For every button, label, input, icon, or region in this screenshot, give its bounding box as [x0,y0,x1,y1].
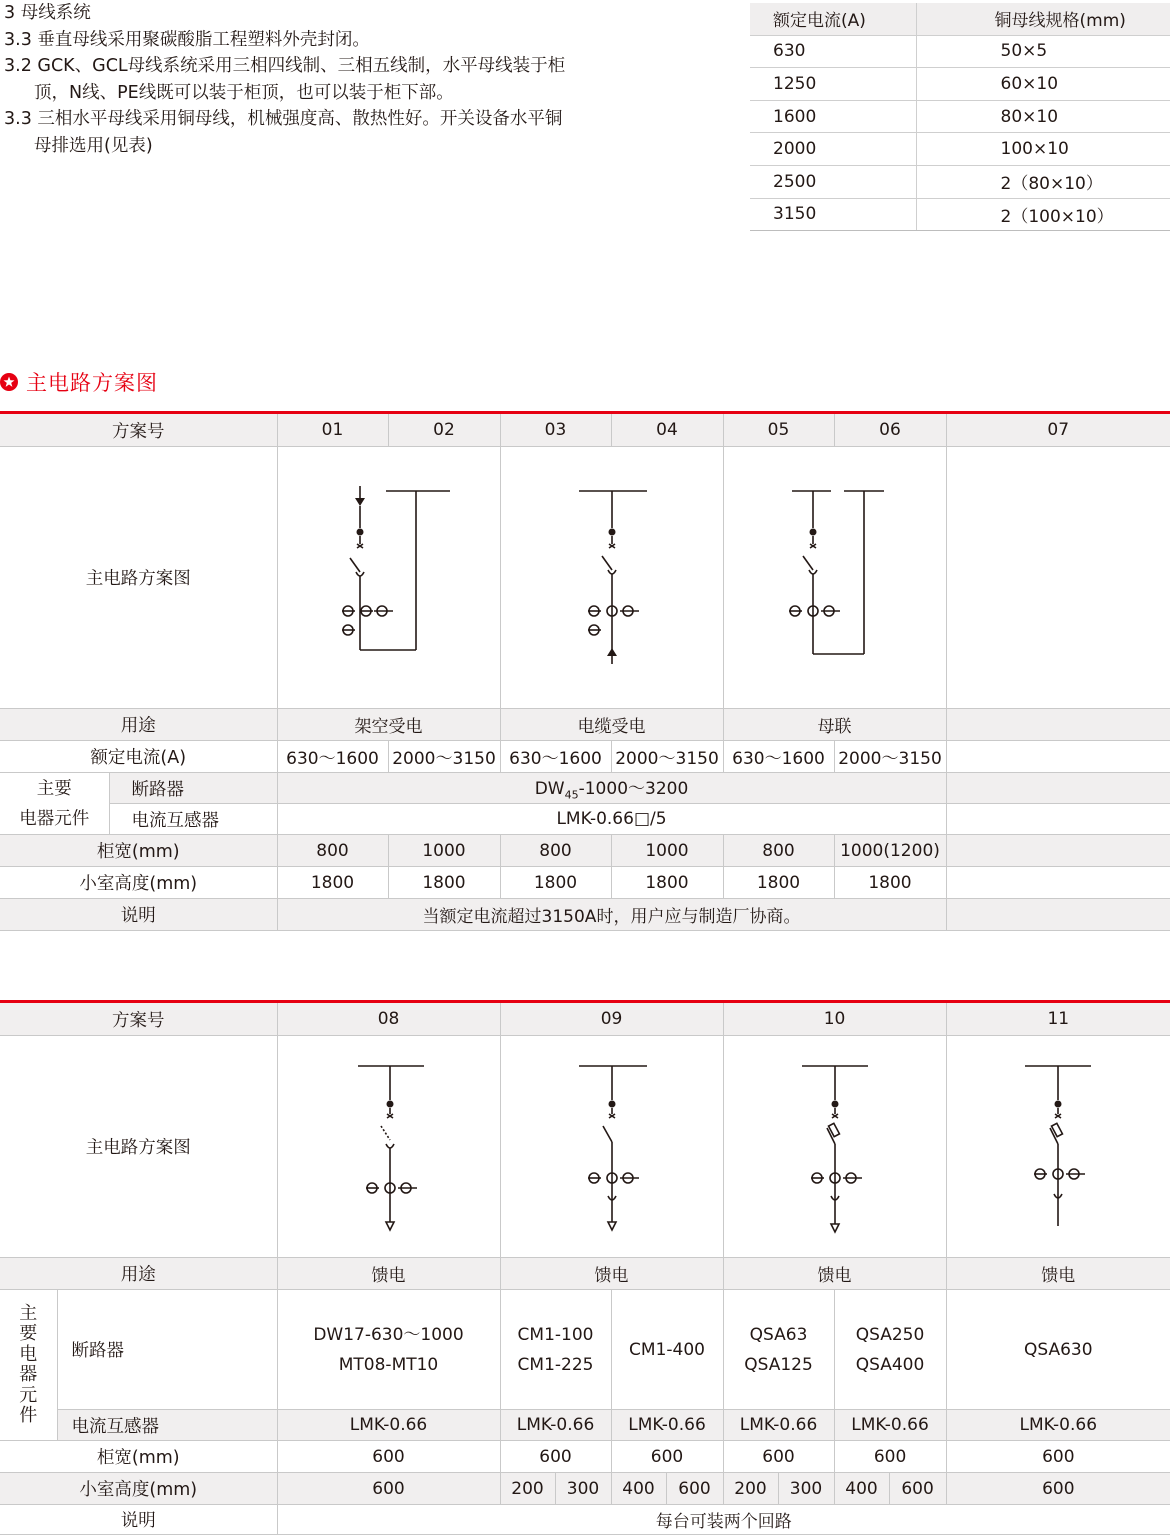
usage-row [0,1258,1170,1290]
intro-line: 3.3 垂直母线采用聚碳酸脂工程塑料外壳封闭。 [4,29,370,50]
ct-cell: LMK-0.66 [277,1410,500,1441]
circuit-diagram-icon [724,458,947,698]
height-cell: 600 [889,1473,946,1505]
ct-label: 电流互感器 [109,804,277,835]
header-cell: 额定电流(A) [750,3,916,35]
breaker-label: 断路器 [57,1290,277,1410]
intro-line: 3.3 三相水平母线采用铜母线，机械强度高、散热性好。开关设备水平铜 [4,109,563,129]
circuit-diagram-icon [501,458,724,698]
ct-cell: LMK-0.66 [611,1410,723,1441]
current-cell: 630 [750,35,916,68]
current-cell: 3150 [750,198,916,231]
table-row [750,68,1170,101]
table-row [750,100,1170,133]
height-cell: 400 [611,1473,666,1505]
height-label: 小室高度(mm) [0,867,277,899]
current-cell: 1250 [750,68,916,101]
scheme-number: 09 [500,1002,723,1036]
circuit-diagram-05-06 [723,447,946,709]
scheme-number: 04 [611,413,723,447]
ct-cell [946,804,1170,835]
scheme-number: 11 [946,1002,1170,1036]
main-label-line: 电器元件 [19,808,90,829]
breaker-cell [500,1290,611,1410]
circuit-diagram-icon [501,1042,724,1252]
current-cell: 2000～3150 [611,741,723,773]
width-label: 柜宽(mm) [0,835,277,867]
usage-label: 用途 [0,709,277,741]
busbar-spec-table [750,3,1170,231]
table-row [750,165,1170,198]
breaker-model: QSA400 [855,1354,925,1375]
ct-row [0,1410,1170,1441]
width-cell: 800 [723,835,834,867]
scheme-number: 08 [277,1002,500,1036]
current-cell: 630～1600 [500,741,611,773]
intro-line: 母排选用(见表) [34,135,153,156]
main-vertical-text: 主要电器元件 [19,1302,38,1426]
usage-cell: 馈电 [946,1258,1170,1290]
breaker-row [0,773,1170,804]
usage-cell: 母联 [723,709,946,741]
table-row [750,35,1170,68]
scheme-number: 07 [946,413,1170,447]
breaker-sub: 45 [564,788,579,802]
current-cell: 1600 [750,100,916,133]
scheme-number: 10 [723,1002,946,1036]
breaker-cell [611,1290,723,1410]
note-cell: 当额定电流超过3150A时，用户应与制造厂协商。 [277,899,946,931]
diagram-row [0,1036,1170,1258]
breaker-cell [723,1290,834,1410]
width-cell: 600 [611,1441,723,1473]
current-cell [946,741,1170,773]
circuit-diagram-08 [277,1036,500,1258]
diagram-row [0,447,1170,709]
intro-line: 3 母线系统 [4,3,91,23]
width-cell: 600 [834,1441,946,1473]
ct-label: 电流互感器 [57,1410,277,1441]
usage-cell: 馈电 [723,1258,946,1290]
breaker-model: QSA630 [1024,1339,1093,1360]
spec-cell: 50×5 [916,35,1170,68]
scheme-table-1 [0,411,1170,931]
diagram-label: 主电路方案图 [0,1036,277,1258]
intro-line: 顶，N线、PE线既可以装于柜顶，也可以装于柜下部。 [34,82,454,103]
height-row [0,1473,1170,1505]
width-cell: 800 [500,835,611,867]
star-icon [0,373,18,391]
scheme-row [0,413,1170,447]
scheme-number: 06 [834,413,946,447]
circuit-diagram-03-04 [500,447,723,709]
usage-cell: 架空受电 [277,709,500,741]
width-label: 柜宽(mm) [0,1441,277,1473]
width-cell: 600 [723,1441,834,1473]
width-cell: 1000 [611,835,723,867]
note-cell: 每台可装两个回路 [277,1505,1170,1535]
section-title [0,367,158,397]
height-cell: 1800 [500,867,611,899]
breaker-cell [834,1290,946,1410]
note-row [0,1505,1170,1535]
height-cell: 1800 [834,867,946,899]
height-cell: 300 [778,1473,834,1505]
usage-cell: 电缆受电 [500,709,723,741]
height-cell: 1800 [388,867,500,899]
breaker-cell [946,773,1170,804]
current-cell: 2000～3150 [388,741,500,773]
breaker-cell [946,1290,1170,1410]
main-components-label [0,773,109,835]
spec-cell: 80×10 [916,100,1170,133]
height-cell: 200 [723,1473,778,1505]
circuit-diagram-icon [278,1042,501,1252]
current-row [0,741,1170,773]
breaker-model: QSA125 [744,1354,813,1375]
height-row [0,867,1170,899]
height-label: 小室高度(mm) [0,1473,277,1505]
circuit-diagram-icon [724,1042,947,1252]
height-cell: 1800 [611,867,723,899]
intro-line: 3.2 GCK、GCL母线系统采用三相四线制、三相五线制，水平母线装于柜 [4,56,566,76]
circuit-diagram-11 [946,1036,1170,1258]
ct-row [0,804,1170,835]
height-cell: 400 [834,1473,889,1505]
scheme-number: 02 [388,413,500,447]
ct-cell: LMK-0.66 [946,1410,1170,1441]
current-label: 额定电流(A) [0,741,277,773]
scheme-label: 方案号 [0,413,277,447]
intro-text [4,0,644,159]
breaker-prefix: DW [534,779,565,800]
height-cell: 300 [555,1473,611,1505]
note-label: 说明 [0,899,277,931]
scheme-number: 05 [723,413,834,447]
height-cell: 600 [666,1473,723,1505]
header-cell: 铜母线规格(mm) [916,3,1170,35]
table-header-row [750,3,1170,35]
ct-cell: LMK-0.66□/5 [277,804,946,835]
ct-cell: LMK-0.66 [834,1410,946,1441]
usage-cell [946,709,1170,741]
main-label-line: 主要 [36,778,72,799]
usage-cell: 馈电 [277,1258,500,1290]
breaker-model: QSA250 [855,1324,925,1345]
usage-row [0,709,1170,741]
breaker-model: CM1-100 [517,1324,594,1345]
diagram-label: 主电路方案图 [0,447,277,709]
spec-cell: 100×10 [916,133,1170,166]
section-title-text: 主电路方案图 [26,371,158,395]
height-cell: 600 [946,1473,1170,1505]
width-cell: 800 [277,835,388,867]
height-cell: 600 [277,1473,500,1505]
height-cell: 1800 [723,867,834,899]
note-cell [946,899,1170,931]
breaker-cell [277,773,946,804]
circuit-diagram-01-02 [277,447,500,709]
breaker-label: 断路器 [109,773,277,804]
scheme-row [0,1002,1170,1036]
current-cell: 2000 [750,133,916,166]
table-row [750,133,1170,166]
note-label: 说明 [0,1505,277,1535]
width-cell: 1000 [388,835,500,867]
width-cell: 600 [946,1441,1170,1473]
circuit-diagram-icon [947,1042,1170,1252]
scheme-number: 01 [277,413,388,447]
breaker-model: CM1-400 [629,1339,705,1360]
scheme-number: 03 [500,413,611,447]
breaker-model: QSA63 [749,1324,808,1345]
breaker-cell [277,1290,500,1410]
scheme-table-2 [0,1000,1170,1535]
width-row [0,1441,1170,1473]
ct-cell: LMK-0.66 [723,1410,834,1441]
main-components-label [0,1290,57,1441]
circuit-diagram-07 [946,447,1170,709]
usage-label: 用途 [0,1258,277,1290]
width-cell: 600 [500,1441,611,1473]
scheme-label: 方案号 [0,1002,277,1036]
height-cell: 200 [500,1473,555,1505]
circuit-diagram-09 [500,1036,723,1258]
width-cell: 600 [277,1441,500,1473]
ct-cell: LMK-0.66 [500,1410,611,1441]
height-cell: 1800 [277,867,388,899]
circuit-diagram-10 [723,1036,946,1258]
current-cell: 2500 [750,165,916,198]
breaker-model: CM1-225 [517,1354,594,1375]
table-row [750,198,1170,231]
current-cell: 630～1600 [723,741,834,773]
breaker-row [0,1290,1170,1410]
current-cell: 630～1600 [277,741,388,773]
width-cell [946,835,1170,867]
circuit-diagram-icon [278,458,501,698]
height-cell [946,867,1170,899]
breaker-model: DW17-630～1000 [313,1324,464,1345]
spec-cell: 60×10 [916,68,1170,101]
spec-cell: 2（80×10） [916,165,1170,198]
note-row [0,899,1170,931]
current-cell: 2000～3150 [834,741,946,773]
spec-cell: 2（100×10） [916,198,1170,231]
breaker-model: MT08-MT10 [338,1354,439,1375]
width-cell: 1000(1200) [834,835,946,867]
width-row [0,835,1170,867]
usage-cell: 馈电 [500,1258,723,1290]
breaker-suffix: -1000～3200 [578,779,689,800]
